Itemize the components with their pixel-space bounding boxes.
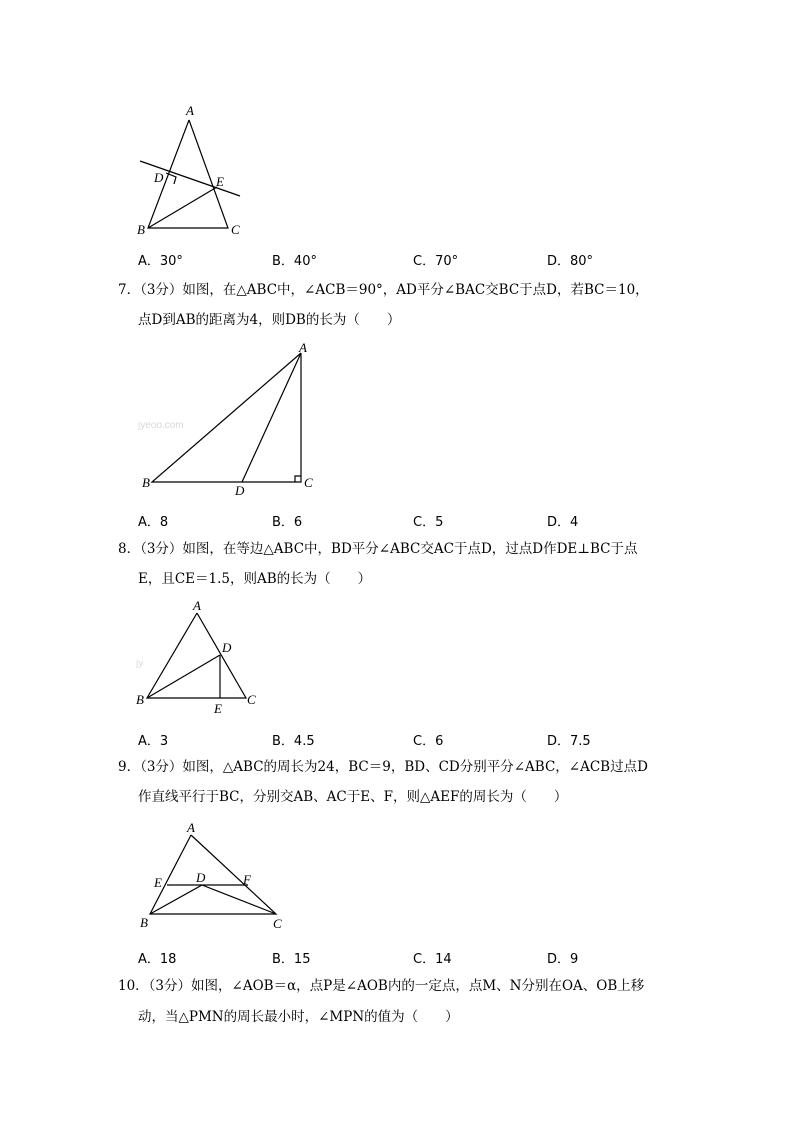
q9-label-f: F: [243, 872, 251, 887]
q9-figure: [130, 818, 290, 936]
q9-option-d[interactable]: D．9: [547, 952, 579, 967]
q9-option-a[interactable]: A．18: [138, 952, 177, 967]
q8-figure: [130, 596, 270, 720]
q7-label-a: A: [299, 340, 307, 355]
q8-label-e: E: [214, 701, 222, 716]
q7-option-b[interactable]: B．6: [272, 515, 303, 530]
q9-label-e: E: [154, 875, 162, 890]
q9-label-d: D: [196, 870, 206, 885]
q8-option-a[interactable]: A．3: [138, 734, 169, 749]
q7-triangle: [152, 353, 301, 482]
q9-triangle: [150, 835, 276, 914]
q6-right-angle-mark: [166, 173, 176, 184]
q9-label-a: A: [187, 820, 195, 835]
q8-label-b: B: [136, 692, 144, 707]
q8-question-line-1: 8．（3分）如图，在等边△ABC中，BD平分∠ABC交AC于点D，过点D作DE⊥BC于点: [118, 541, 638, 557]
q9-label-b: B: [140, 915, 148, 930]
q6-option-b[interactable]: B．40°: [272, 254, 317, 269]
q7-option-c[interactable]: C．5: [413, 515, 444, 530]
q8-label-a: A: [193, 598, 201, 613]
q6-label-a: A: [186, 103, 194, 118]
q6-figure: [130, 98, 260, 238]
q8-watermark: jy: [136, 658, 144, 669]
q7-label-b: B: [142, 475, 150, 490]
q7-option-a[interactable]: A．8: [138, 515, 169, 530]
q7-watermark: jyeoo.com: [138, 420, 184, 431]
q6-option-c[interactable]: C．70°: [413, 254, 459, 269]
q7-question-line-1: 7．（3分）如图，在△ABC中，∠ACB＝90°，AD平分∠BAC交BC于点D，若BC＝10，: [118, 282, 649, 298]
q7-option-d[interactable]: D．4: [547, 515, 579, 530]
q6-segment-be: [148, 187, 217, 228]
q9-question-line-2: 作直线平行于BC，分别交AB、AC于E、F，则△AEF的周长为（ ）: [138, 789, 568, 805]
q6-label-e: E: [216, 174, 224, 189]
q8-label-c: C: [247, 692, 256, 707]
q9-question-line-1: 9．（3分）如图，△ABC的周长为24，BC＝9，BD、CD分别平分∠ABC，∠ACB过点D: [118, 759, 648, 775]
q8-option-c[interactable]: C．6: [413, 734, 444, 749]
q6-option-d[interactable]: D．80°: [547, 254, 594, 269]
q7-label-c: C: [304, 475, 313, 490]
q8-option-b[interactable]: B．4.5: [272, 734, 315, 749]
q9-option-b[interactable]: B．15: [272, 952, 311, 967]
q7-right-angle-mark: [295, 476, 301, 482]
q6-label-c: C: [231, 222, 240, 237]
q6-option-a[interactable]: A．30°: [138, 254, 183, 269]
q7-segment-ad: [242, 353, 301, 482]
q6-label-b: B: [137, 222, 145, 237]
q8-triangle: [147, 613, 246, 698]
q7-figure: [130, 338, 330, 498]
q9-option-c[interactable]: C．14: [413, 952, 452, 967]
q6-label-d: D: [154, 170, 164, 185]
q10-question-line-1: 10．（3分）如图，∠AOB＝α，点P是∠AOB内的一定点，点M、N分别在OA、OB上移: [118, 978, 645, 994]
q9-segment-dc: [202, 885, 276, 914]
q8-option-d[interactable]: D．7.5: [547, 734, 591, 749]
q8-label-d: D: [222, 640, 232, 655]
q7-question-line-2: 点D到AB的距离为4，则DB的长为（ ）: [138, 312, 401, 328]
q10-question-line-2: 动，当△PMN的周长最小时，∠MPN的值为（ ）: [138, 1009, 459, 1025]
q8-segment-bd: [147, 655, 220, 698]
q9-label-c: C: [273, 916, 282, 931]
q8-question-line-2: E，且CE＝1.5，则AB的长为（ ）: [138, 571, 372, 587]
q7-label-d: D: [235, 483, 245, 498]
